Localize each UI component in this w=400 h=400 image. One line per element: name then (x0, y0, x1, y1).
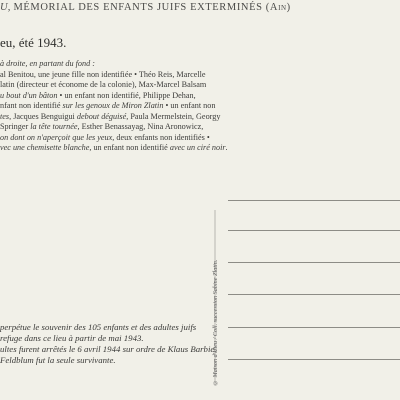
address-line (228, 230, 400, 231)
caption-text: , un enfant non identifié (89, 143, 170, 152)
address-line (228, 359, 400, 360)
address-line (228, 200, 400, 201)
address-line (228, 327, 400, 328)
caption-text: latin (directeur et économe de la colonie), Max-Marcel Balsam (0, 80, 207, 89)
caption-text: tes (0, 111, 10, 121)
caption-text: • un enfant non (163, 101, 216, 110)
header-suffix: (Ain) (262, 2, 291, 13)
caption-line (0, 101, 216, 112)
caption-line (0, 111, 221, 123)
caption-text: , Jacques Benguigui (9, 111, 77, 121)
caption-text: , deux enfants non identifiés • (112, 132, 210, 142)
header-prefix: U, (0, 2, 14, 13)
caption-text: la tête tournée (30, 122, 78, 131)
address-line (228, 262, 400, 263)
photo-credit: © Maison d'Izieu / Coll. succession Sabine Zlatin. (212, 259, 219, 386)
photo-caption (0, 59, 228, 154)
caption-text: vec une chemisette blanche (0, 143, 90, 152)
caption-text: on dont on n'aperçoit que les yeux (0, 132, 113, 142)
address-line (228, 294, 400, 295)
caption-line (0, 91, 208, 102)
caption-line (0, 80, 208, 91)
caption-text: , Paula Mermelstein, Georgy (126, 111, 221, 121)
memorial-line: perpétue le souvenir des 105 enfants et des adultes juifs (0, 322, 197, 332)
caption-line (0, 59, 208, 70)
memorial-line: ultes furent arrêtés le 6 avril 1944 sur ordre de Klaus Barbie, (0, 344, 217, 354)
caption-text: • un enfant non identifié, Philippe Dehan, (57, 90, 196, 100)
caption-text: sur les genoux de Miron Zlatin (62, 101, 164, 110)
caption-line (0, 70, 208, 81)
caption-text: u bout d'un bâton (0, 90, 58, 100)
postcard-header (0, 2, 400, 13)
memorial-line: refuge dans ce lieu à partir de mai 1943. (0, 333, 144, 343)
caption-text: . (225, 143, 228, 152)
caption-text: nfant non identifié (0, 101, 63, 110)
caption-line (0, 122, 208, 133)
memorial-line: Feldblum fut la seule survivante. (0, 355, 116, 365)
photo-title: eu, été 1943. (0, 35, 67, 50)
caption-text: à droite, en partant du fond : (0, 59, 95, 68)
caption-text: , Esther Benassayag, Nina Aronowicz, (77, 122, 204, 131)
caption-text: al Benitou, une jeune fille non identifiée • Théo Reis, Marcelle (0, 69, 206, 79)
header-title: MÉMORIAL DES ENFANTS JUIFS EXTERMINÉS (13, 2, 263, 13)
memorial-text (0, 322, 217, 366)
caption-text: avec un ciré noir (169, 143, 226, 152)
caption-text: debout déguisé (76, 111, 127, 121)
caption-line (0, 133, 208, 144)
caption-line (0, 143, 228, 154)
caption-text: Springer (0, 122, 31, 131)
